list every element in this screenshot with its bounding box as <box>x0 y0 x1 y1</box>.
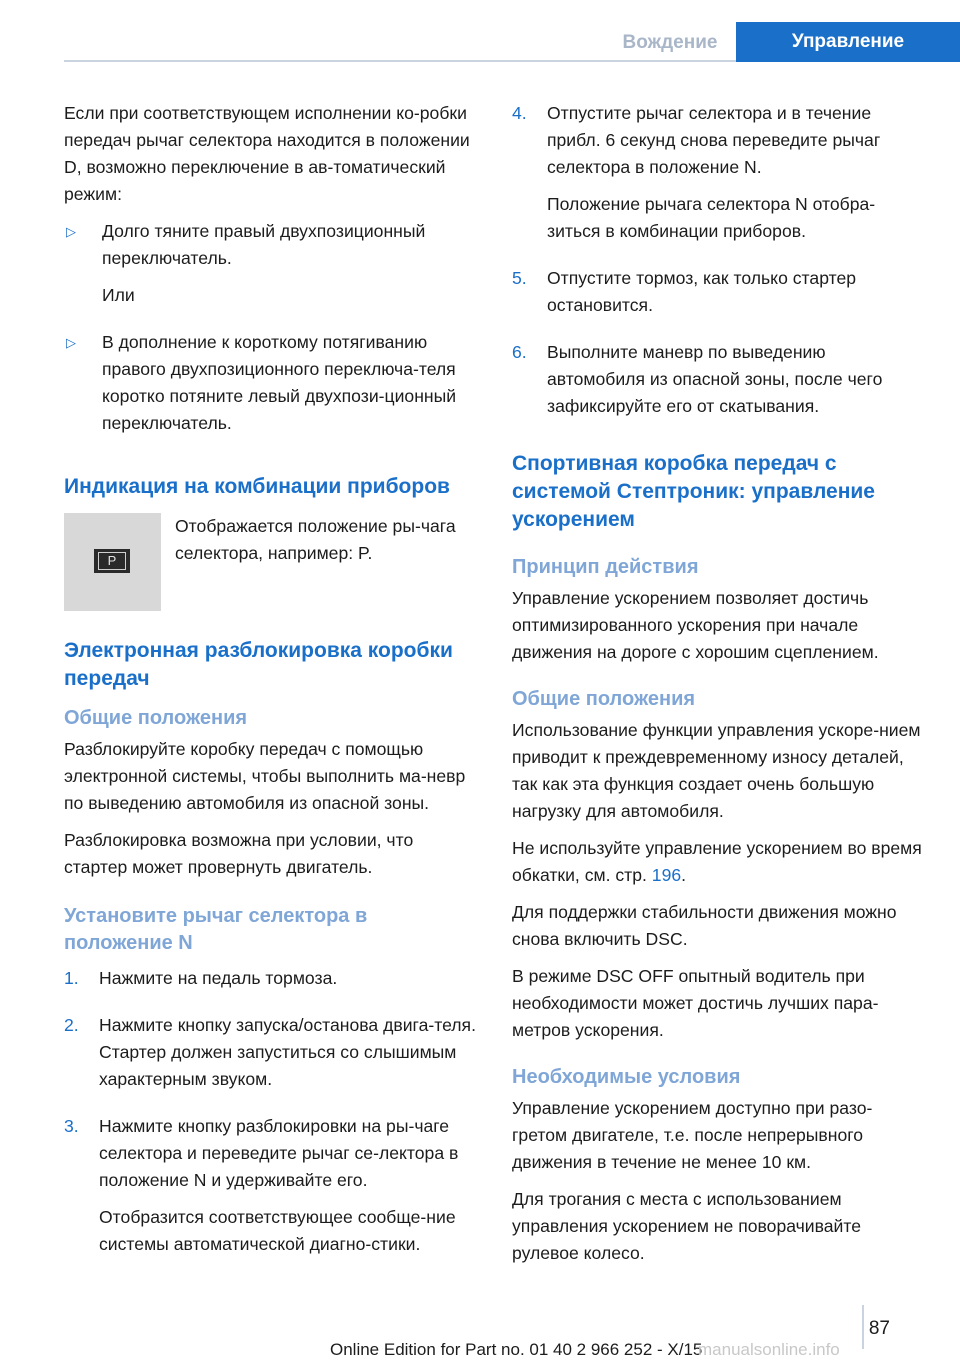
step-text: Нажмите на педаль тормоза. <box>99 968 338 988</box>
edition-text: Online Edition for Part no. 01 40 2 966 252 - X/15 <box>330 1340 703 1359</box>
step-text: Нажмите кнопку разблокировки на ры-чаге селектора и переведите рычаг се-лектора в положение N и удерживайте его. <box>99 1116 459 1190</box>
selector-display-image <box>64 513 161 611</box>
bullet-text: В дополнение к короткому потягиванию правого двухпозиционного переключа-теля коротко потяните левый двухпози-ционный переключатель. <box>102 332 457 433</box>
step-number: 5. <box>512 268 527 288</box>
principle-paragraph: Управление ускорением позволяет достичь оптимизированного ускорения при начале движения на дороге с хорошим сцеплением. <box>512 588 879 662</box>
step-item <box>64 1012 478 1103</box>
step-number: 2. <box>64 1015 79 1035</box>
bullet-item <box>64 218 478 319</box>
indicator-text: Отображается положение ры-чага селектора, например: P. <box>175 516 456 563</box>
step-text: Отпустите тормоз, как только стартер остановится. <box>547 268 857 315</box>
tab-controls[interactable]: Управление <box>736 22 960 62</box>
page-link[interactable]: 196 <box>651 865 682 885</box>
step-number: 4. <box>512 103 527 123</box>
step-item <box>512 265 926 329</box>
heading-launch-control: Спортивная коробка передач с системой Стептроник: управление ускорением <box>512 452 875 531</box>
watermark-text: manualsonline.info <box>698 1340 840 1359</box>
bullet-extra: Или <box>102 285 135 305</box>
general-paragraph: Для поддержки стабильности движения можно снова включить DSC. <box>512 902 897 949</box>
tab-driving[interactable]: Вождение <box>622 32 718 53</box>
triangle-bullet-icon: ▷ <box>66 224 76 239</box>
subheading-conditions: Необходимые условия <box>512 1066 741 1088</box>
page-number: 87 <box>868 1318 890 1339</box>
step-item <box>512 100 926 255</box>
general-paragraph: Использование функции управления ускоре-нием приводит к преждевременному износу деталей, так как эта функция создает очень большую нагрузку для автомобиля. <box>512 720 921 821</box>
subheading-general: Общие положения <box>512 688 696 710</box>
gear-display-icon <box>94 549 130 573</box>
subheading-general: Общие положения <box>64 707 248 729</box>
step-number: 3. <box>64 1116 79 1136</box>
gear-position-label: P <box>98 552 126 570</box>
indicator-figure-row <box>64 513 478 611</box>
left-column <box>64 100 478 1278</box>
step-text: Отпустите рычаг селектора и в течение прибл. 6 секунд снова переведите рычаг селектора в положение N. <box>547 103 881 177</box>
general-text-end: . <box>681 865 687 885</box>
unlock-paragraph: Разблокировка возможна при условии, что стартер может провернуть двигатель. <box>64 830 414 877</box>
general-paragraph: В режиме DSC OFF опытный водитель при необходимости может достичь лучших пара-метров ускорения. <box>512 966 879 1040</box>
triangle-bullet-icon: ▷ <box>66 335 76 350</box>
step-extra: Положение рычага селектора N отобра-зиться в комбинации приборов. <box>547 194 876 241</box>
general-paragraph <box>512 835 926 889</box>
bullet-text: Долго тяните правый двухпозиционный переключатель. <box>102 221 426 268</box>
step-item <box>64 1113 478 1268</box>
step-number: 1. <box>64 968 79 988</box>
heading-unlock: Электронная разблокировка коробки передач <box>64 639 453 690</box>
right-column <box>512 100 926 1277</box>
subheading-principle: Принцип действия <box>512 556 699 578</box>
general-text: Не используйте управление ускорением во время обкатки, см. стр. <box>512 838 922 885</box>
unlock-paragraph: Разблокируйте коробку передач с помощью электронной системы, чтобы выполнить ма-невр по выведению автомобиля из опасной зоны. <box>64 739 466 813</box>
step-extra: Отобразится соответствующее сообще-ние системы автоматической диагно-стики. <box>99 1207 456 1254</box>
step-item <box>64 965 478 1002</box>
intro-paragraph: Если при соответствующем исполнении ко-робки передач рычаг селектора находится в положении D, возможно переключение в ав-томатический режим: <box>64 103 470 204</box>
heading-indicator: Индикация на комбинации приборов <box>64 475 450 498</box>
step-text: Выполните маневр по выведению автомобиля из опасной зоны, после чего зафиксируйте его от скатывания. <box>547 342 883 416</box>
conditions-paragraph: Для трогания с места с использованием управления ускорением не поворачивайте рулевое колесо. <box>512 1189 862 1263</box>
conditions-paragraph: Управление ускорением доступно при разо-гретом двигателе, т.е. после непрерывного движения в течение не менее 10 км. <box>512 1098 873 1172</box>
bullet-item <box>64 329 478 447</box>
step-text: Нажмите кнопку запуска/останова двига-теля. Стартер должен запуститься со слышимым характерным звуком. <box>99 1015 476 1089</box>
step-number: 6. <box>512 342 527 362</box>
step-item <box>512 339 926 430</box>
subheading-set-n: Установите рычаг селектора в положение N <box>64 905 368 954</box>
